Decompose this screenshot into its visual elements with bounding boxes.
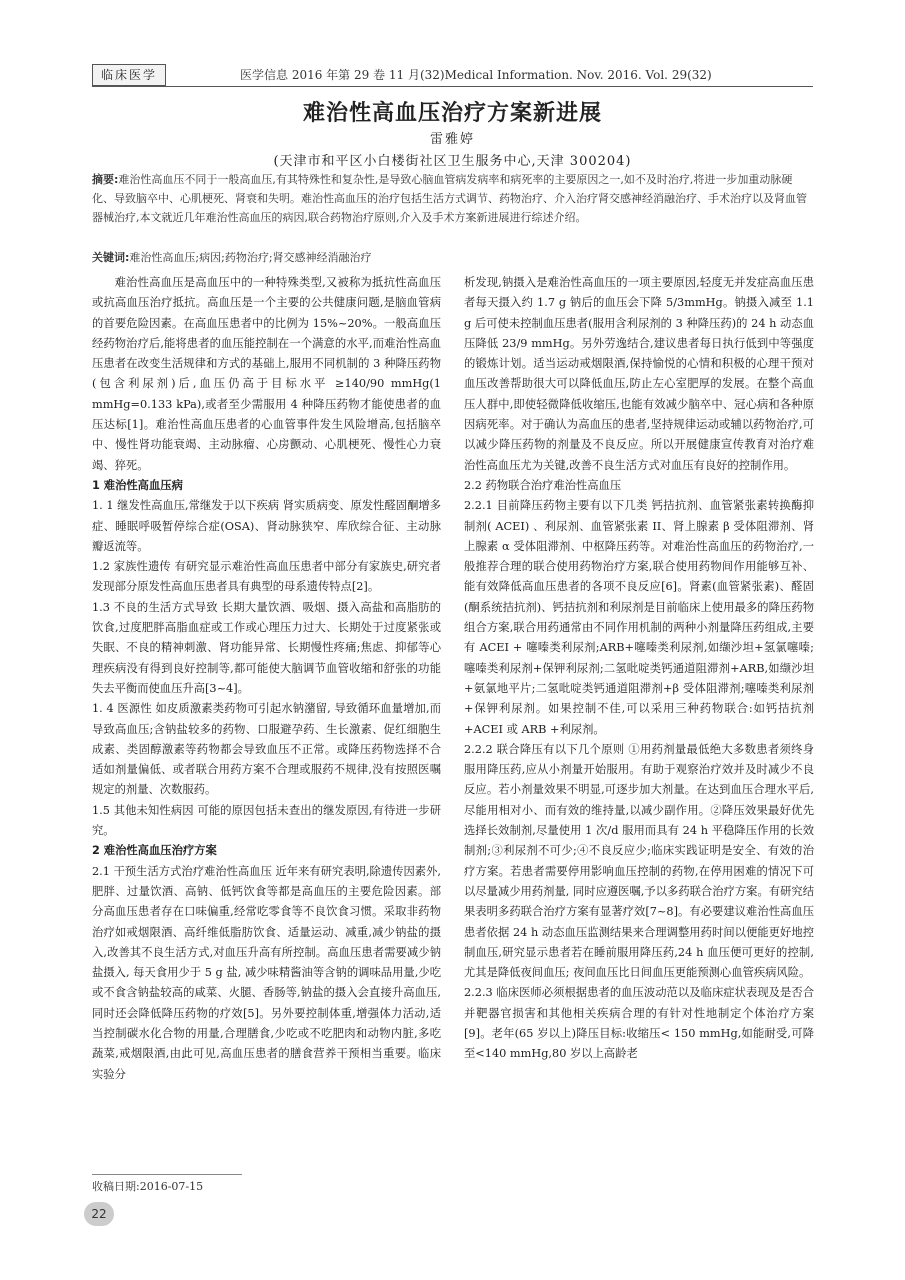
right-column-paragraph: 2.2.1 目前降压药物主要有以下几类 钙拮抗剂、血管紧张素转换酶抑制剂( ACEI) 、利尿剂、血管紧张素 II、肾上腺素 β 受体阻滞剂、肾上腺素 α 受体阻滞剂、中枢降压药等。对难治性高血压的药物治疗,一般推荐合理的联合使用药物治疗方案,联合使用药物间作用能够互补、能有效降低高血压患者的各项不良反应[6]。肾素(血管紧张素)、醛固(酮系统拮抗剂)、钙拮抗剂和利尿剂是目前临床上使用最多的降压药物组合方案,联合用药通常由不同作用机制的两种小剂量降压药组成,主要有 ACEI + 噻嗪类利尿剂;ARB+噻嗪类利尿剂,如缬沙坦+氢氯噻嗪;噻嗪类利尿剂+保钾利尿剂;二氢吡啶类钙通道阻滞剂+ARB,如缬沙坦+氨氯地平片;二氢吡啶类钙通道阻滞剂+β 受体阻滞剂;噻嗪类利尿剂+保钾利尿剂。如果控制不佳,可以采用三种药物联合:如钙拮抗剂+ACEI 或 ARB +利尿剂。 xyxy=(464,499,814,736)
left-column-heading: 1 难治性高血压病 xyxy=(92,478,183,492)
affiliation: (天津市和平区小白楼街社区卫生服务中心,天津 300204) xyxy=(273,154,632,169)
section-label: 临床医学 xyxy=(92,64,166,86)
right-column xyxy=(464,273,814,1065)
left-column-heading: 2 难治性高血压治疗方案 xyxy=(92,844,217,858)
right-column-paragraph: 2.2 药物联合治疗难治性高血压 xyxy=(464,478,622,492)
left-column-paragraph: 难治性高血压是高血压中的一种特殊类型,又被称为抵抗性高血压或抗高血压治疗抵抗。高血压是一个主要的公共健康问题,是脑血管病的首要危险因素。在高血压患者中的比例为 15%~20%。一般高血压经药物治疗后,能将患者的血压能控制在一个满意的水平,而难治性高血压患者在改变生活规律和方式的基础上,服用不同机制的 3 种降压药物(包含利尿剂)后,血压仍高于目标水平 ≥140/90 mmHg(1 mmHg=0.133 kPa),或者至少需服用 4 种降压药物才能使患者的血压达标[1]。难治性高血压患者的心血管事件发生风险增高,包括脑卒中、慢性肾功能衰竭、主动脉瘤、心房颤动、心肌梗死、慢性心力衰竭、猝死。 xyxy=(92,276,441,472)
abstract-text: 难治性高血压不同于一般高血压,有其特殊性和复杂性,是导致心脑血管病发病率和病死率的主要原因之一,如不及时治疗,将进一步加重动脉硬化、导致脑卒中、心肌梗死、肾衰和失明。难治性高血压的治疗包括生活方式调节、药物治疗、介入治疗肾交感神经消融治疗、手术治疗以及肾血管 器械治疗,本文就近几年难治性高血压的病因,联合药物治疗原则,介入及手术方案新进展进行综述介绍。 xyxy=(92,173,807,224)
abstract xyxy=(92,170,814,227)
page-number: 22 xyxy=(84,1202,114,1226)
footnote-rule xyxy=(92,1174,242,1175)
received-date: 收稿日期:2016-07-15 xyxy=(92,1180,204,1193)
left-column xyxy=(92,273,441,1085)
left-column-paragraph: 1. 4 医源性 如皮质激素类药物可引起水钠潴留, 导致循环血量增加,而导致高血压;含钠盐较多的药物、口服避孕药、生长激素、促红细胞生成素、类固醇激素等药物都会导致血压不正常。或降压药物选择不合适如剂量偏低、或者联合用药方案不合理或服药不规律,没有按照医嘱规定的剂量、次数服药。 xyxy=(92,702,441,797)
left-column-paragraph: 1.5 其他未知性病因 可能的原因包括未查出的继发原因,有待进一步研究。 xyxy=(92,803,441,838)
journal-header: 医学信息 2016 年第 29 卷 11 月(32)Medical Information. Nov. 2016. Vol. 29(32) xyxy=(240,68,712,82)
keywords-text: 难治性高血压;病因;药物治疗;肾交感神经消融治疗 xyxy=(129,251,372,264)
right-column-paragraph: 2.2.3 临床医师必须根据患者的血压波动范以及临床症状表现及是否合并靶器官损害和其他相关疾病合理的有针对性地制定个体治疗方案[9]。老年(65 岁以上)降压目标:收缩压< 150 mmHg,如能耐受,可降至<140 mmHg,80 岁以上高龄老 xyxy=(464,986,814,1061)
article-title: 难治性高血压治疗方案新进展 xyxy=(302,101,602,126)
abstract-label: 摘要: xyxy=(92,173,119,186)
left-column-paragraph: 1.3 不良的生活方式导致 长期大量饮酒、吸烟、摄入高盐和高脂肪的饮食,过度肥胖高脂血症或工作或心理压力过大、长期处于过度紧张或失眠、不良的精神刺激、肾功能异常、长期慢性疼痛;焦虑、抑郁等心理疾病没有得到良好控制等,都可能使大脑调节血管收缩和舒张的功能失去平衡而使血压升高[3~4]。 xyxy=(92,600,441,695)
keywords-label: 关键词: xyxy=(92,251,130,264)
author: 雷雅婷 xyxy=(429,132,475,147)
left-column-paragraph: 1. 1 继发性高血压,常继发于以下疾病 肾实质病变、原发性醛固酮增多症、睡眠呼吸暂停综合症(OSA)、肾动脉狭窄、库欣综合征、主动脉瓣返流等。 xyxy=(92,499,441,553)
header-rule xyxy=(92,86,813,87)
right-column-paragraph: 2.2.2 联合降压有以下几个原则 ①用药剂量最低绝大多数患者须终身服用降压药,应从小剂量开始服用。有助于观察治疗效并及时减少不良反应。若小剂量效果不明显,可逐步加大剂量。在达到血压合理水平后,尽能用相对小、而有效的维持量,以减少副作用。②降压效果最好优先选择长效制剂,尽量使用 1 次/d 服用而具有 24 h 平稳降压作用的长效制剂;③利尿剂不可少;④不良反应少;临床实践证明是安全、有效的治疗方案。若患者需要停用影响血压控制的药物,在停用困难的情况下可以尽量减少用药剂量, 同时应遵医嘱,予以多药联合治疗方案。有研究结果表明多药联合治疗方案有显著疗效[7~8]。有必要建议难治性高血压患者依据 24 h 动态血压监测结果来合理调整用药时间以便能更好地控制血压,研究显示患者若在睡前服用降压药,24 h 血压便可更好的控制, 尤其是降低夜间血压; 夜间血压比日间血压更能预测心血管疾病风险。 xyxy=(464,742,814,980)
right-column-paragraph: 析发现,钠摄入是难治性高血压的一项主要原因,轻度无并发症高血压患者每天摄入约 1.7 g 钠后的血压会下降 5/3mmHg。钠摄入减至 1.1 g 后可使未控制血压患者(服用含利尿剂的 3 种降压药)的 24 h 动态血压降低 23/9 mmHg。另外劳逸结合,建议患者每日执行低到中等强度的锻炼计划。适当运动戒烟限酒,保持愉悦的心情和积极的心理干预对血压改善帮助很大可以降低血压,防止左心室肥厚的发展。在整个高血压人群中,即使轻微降低收缩压,也能有效减少脑卒中、冠心病和各种原因病死率。对于确认为高血压的患者,坚持规律运动或辅以药物治疗,可以减少降压药物的剂量及不良反应。所以开展健康宣传教育对治疗难治性高血压尤为关键,改善不良生活方式对血压有良好的控制作用。 xyxy=(464,276,814,472)
left-column-paragraph: 1.2 家族性遗传 有研究显示难治性高血压患者中部分有家族史,研究者发现部分原发性高血压患者具有典型的母系遗传特点[2]。 xyxy=(92,560,441,594)
keywords xyxy=(92,249,814,267)
left-column-paragraph: 2.1 干预生活方式治疗难治性高血压 近年来有研究表明,除遗传因素外,肥胖、过量饮酒、高钠、低钙饮食等都是高血压的主要危险因素。部分高血压患者存在口味偏重,经常吃零食等不良饮食习惯。采取非药物治疗如戒烟限酒、高纤维低脂肪饮食、适量运动、减重,减少钠盐的摄入,改善其不良生活方式,对血压升高有所控制。高血压患者需要减少钠盐摄入, 每天食用少于 5 g 盐, 减少味精酱油等含钠的调味品用量,少吃或不食含钠盐较高的咸菜、火腿、香肠等,钠盐的摄入会直接升高血压,同时还会降低降压药物的疗效[5]。另外要控制体重,增强体力活动,适当控制碳水化合物的用量,合理膳食,少吃或不吃肥肉和动物内脏,多吃蔬菜,戒烟限酒,由此可见,高血压患者的膳食营养干预相当重要。临床实验分 xyxy=(92,864,441,1081)
